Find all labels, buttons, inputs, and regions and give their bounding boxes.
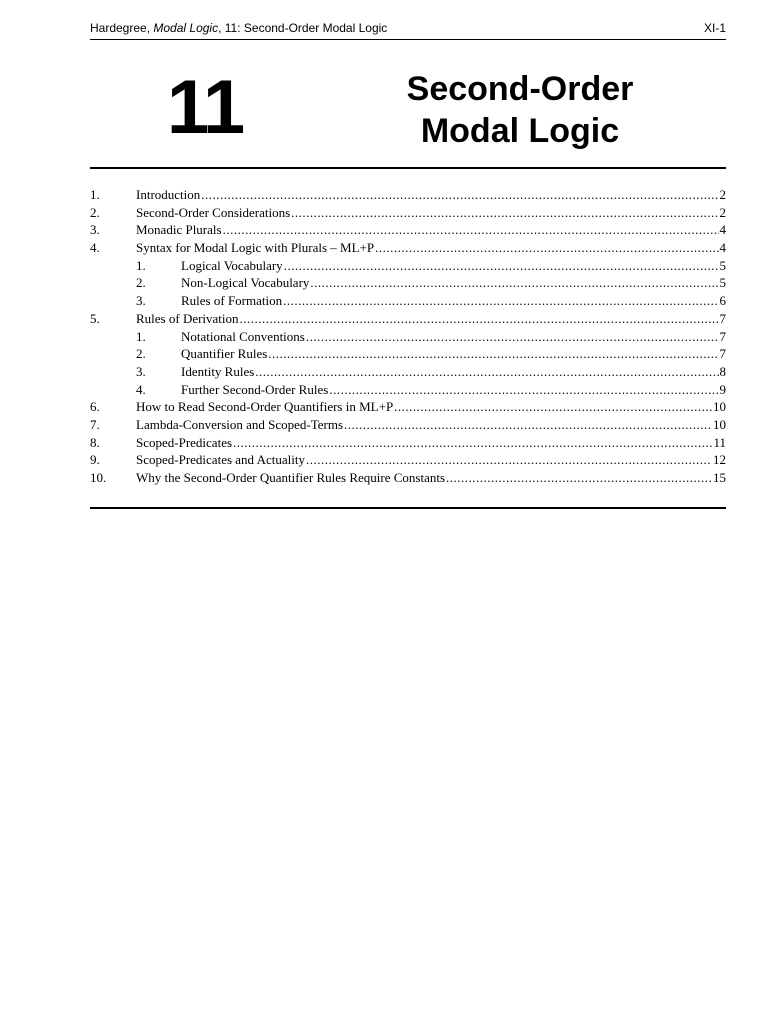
- toc-entry-page: 7: [719, 346, 726, 362]
- toc-entry[interactable]: [90, 204, 726, 222]
- toc-entry-title: Rules of Formation: [181, 293, 283, 309]
- toc-dot-leader: [255, 363, 718, 381]
- toc-entry-title: How to Read Second-Order Quantifiers in ML+P: [136, 399, 394, 415]
- toc-dot-leader: [268, 345, 718, 363]
- toc-entry-page: 5: [719, 275, 726, 291]
- toc-subentry[interactable]: [90, 292, 726, 310]
- toc-entry-line: [181, 274, 726, 292]
- bottom-divider: [90, 507, 726, 509]
- toc-entry-page: 4: [719, 240, 726, 256]
- toc-entry-number: 4.: [136, 381, 146, 397]
- toc-entry[interactable]: [90, 434, 726, 452]
- toc-entry[interactable]: [90, 451, 726, 469]
- toc-entry-page: 7: [719, 328, 726, 344]
- toc-entry-number: 2.: [136, 346, 146, 362]
- toc-subentry[interactable]: [90, 274, 726, 292]
- toc-entry-title: Syntax for Modal Logic with Plurals – ML+P: [136, 240, 375, 256]
- toc-entry-line: [136, 434, 726, 452]
- toc-dot-leader: [291, 204, 718, 222]
- toc-dot-leader: [310, 274, 718, 292]
- toc-entry-title: Notational Conventions: [181, 328, 305, 344]
- chapter-title: [380, 68, 660, 152]
- toc-subentry[interactable]: [90, 257, 726, 275]
- toc-entry-line: [181, 363, 726, 381]
- toc-entry-line: [136, 416, 726, 434]
- toc-entry-number: 1.: [90, 187, 100, 202]
- toc-entry-title: Why the Second-Order Quantifier Rules Require Constants: [136, 470, 446, 485]
- toc-dot-leader: [375, 239, 718, 257]
- toc-entry-title: Quantifier Rules: [181, 346, 268, 362]
- chapter-title-line-2: Modal Logic: [420, 112, 620, 150]
- toc-dot-leader: [283, 292, 718, 310]
- toc-entry-number: 4.: [90, 240, 100, 256]
- toc-entry-line: [181, 345, 726, 363]
- toc-entry-number: 1.: [136, 328, 146, 344]
- toc-entry-line: [181, 292, 726, 310]
- toc-entry-number: 7.: [90, 416, 100, 432]
- toc-entry-title: Scoped-Predicates: [136, 434, 233, 450]
- toc-entry-title: Logical Vocabulary: [181, 257, 283, 273]
- toc-entry-number: 3.: [136, 293, 146, 309]
- toc-entry[interactable]: [90, 186, 726, 204]
- chapter-number: 11: [166, 65, 244, 150]
- toc-entry-page: 12: [713, 452, 726, 468]
- toc-entry-line: [136, 451, 726, 469]
- toc-entry-line: [136, 239, 726, 257]
- toc-entry[interactable]: [90, 221, 726, 239]
- toc-entry-number: 8.: [90, 434, 100, 450]
- top-divider: [90, 167, 726, 169]
- toc-entry-page: 9: [719, 381, 726, 397]
- toc-entry-page: 2: [719, 204, 726, 220]
- toc-entry-line: [136, 398, 726, 416]
- toc-entry-line: [181, 328, 726, 346]
- toc-dot-leader: [394, 398, 712, 416]
- toc-entry[interactable]: [90, 416, 726, 434]
- toc-entry-page: 10: [713, 416, 726, 432]
- toc-entry-number: 9.: [90, 452, 100, 468]
- toc-entry-title: Identity Rules: [181, 363, 255, 379]
- running-head: [90, 20, 726, 40]
- toc-entry-title: Rules of Derivation: [136, 310, 239, 326]
- header-author: Hardegree,: [90, 21, 154, 35]
- toc-entry-page: 6: [719, 293, 726, 309]
- header-book-title: Modal Logic: [153, 21, 219, 35]
- running-head-left: [90, 21, 387, 35]
- header-chapter-ref: , 11: Second-Order Modal Logic: [218, 21, 388, 35]
- header-page-code: XI-1: [703, 21, 726, 35]
- toc-dot-leader: [201, 186, 718, 204]
- toc-entry-number: 3.: [136, 363, 146, 379]
- toc-entry[interactable]: [90, 239, 726, 257]
- toc-entry-page: 11: [713, 434, 726, 450]
- toc-entry-title: Second-Order Considerations: [136, 204, 291, 220]
- toc-entry-line: [136, 221, 726, 239]
- toc-dot-leader: [306, 451, 712, 469]
- table-of-contents: [90, 186, 726, 487]
- toc-dot-leader: [233, 434, 712, 452]
- toc-entry-line: [181, 257, 726, 275]
- toc-entry-number: 5.: [90, 310, 100, 326]
- toc-entry-title: Introduction: [136, 187, 201, 202]
- toc-entry-page: 2: [719, 187, 726, 202]
- toc-subentry[interactable]: [90, 363, 726, 381]
- toc-entry-number: 1.: [136, 257, 146, 273]
- toc-entry-page: 10: [713, 399, 726, 415]
- toc-entry-number: 6.: [90, 399, 100, 415]
- toc-entry-title: Monadic Plurals: [136, 222, 222, 238]
- toc-entry-title: Lambda-Conversion and Scoped-Terms: [136, 416, 344, 432]
- toc-entry-page: 15: [713, 470, 726, 485]
- toc-entry-number: 3.: [90, 222, 100, 238]
- toc-entry-number: 2.: [90, 204, 100, 220]
- toc-entry[interactable]: [90, 469, 726, 487]
- toc-entry-line: [136, 310, 726, 328]
- toc-dot-leader: [240, 310, 719, 328]
- toc-dot-leader: [306, 328, 719, 346]
- toc-entry-title: Scoped-Predicates and Actuality: [136, 452, 305, 468]
- toc-entry-line: [181, 381, 726, 399]
- toc-entry[interactable]: [90, 398, 726, 416]
- toc-entry-page: 4: [719, 222, 726, 238]
- toc-dot-leader: [223, 221, 719, 239]
- chapter-title-line-1: Second-Order: [406, 70, 634, 108]
- toc-entry-page: 8: [719, 363, 726, 379]
- toc-entry-title: Non-Logical Vocabulary: [181, 275, 310, 291]
- toc-entry[interactable]: [90, 310, 726, 328]
- toc-entry-number: 10.: [90, 470, 107, 485]
- toc-subentry[interactable]: [90, 381, 726, 399]
- toc-subentry[interactable]: [90, 328, 726, 346]
- toc-dot-leader: [446, 469, 712, 487]
- toc-dot-leader: [344, 416, 712, 434]
- toc-entry-line: [136, 204, 726, 222]
- toc-entry-line: [136, 186, 726, 204]
- toc-entry-title: Further Second-Order Rules: [181, 381, 329, 397]
- toc-dot-leader: [284, 257, 719, 275]
- toc-dot-leader: [329, 381, 718, 399]
- toc-subentry[interactable]: [90, 345, 726, 363]
- toc-entry-number: 2.: [136, 275, 146, 291]
- toc-entry-line: [136, 469, 726, 487]
- toc-entry-page: 7: [719, 310, 726, 326]
- toc-entry-page: 5: [719, 257, 726, 273]
